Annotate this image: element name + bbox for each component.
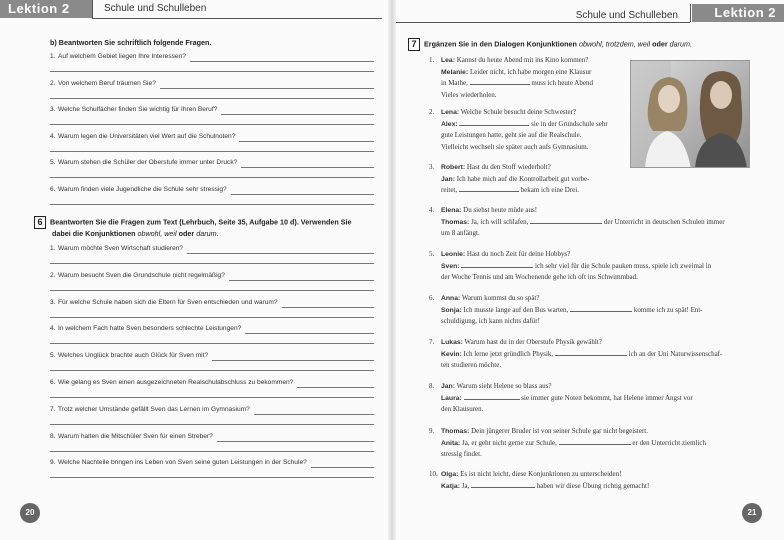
question-text: Warum möchte Sven Wirtschaft studieren? [58, 245, 184, 252]
answer-blank[interactable] [559, 438, 631, 445]
dialog-line: Ich lerne jetzt gründlich Physik, [463, 349, 554, 358]
question-item [50, 379, 293, 386]
answer-line[interactable] [50, 477, 374, 478]
dialog-line: muss ich heute Abend [531, 79, 593, 88]
dialog-number: 1. [429, 56, 435, 64]
exercise-number: 7 [408, 38, 420, 51]
answer-line[interactable] [160, 88, 374, 89]
speaker-name: Robert: [441, 164, 466, 171]
answer-blank[interactable] [530, 217, 602, 224]
dialog-line: schuldigung, ich kann nichts dafür! [441, 317, 540, 326]
answer-line[interactable] [50, 397, 374, 398]
question-text: Warum stehen die Schüler der Oberstufe immer unter Druck? [58, 159, 238, 166]
exercise-7-instruction: Ergänzen Sie in den Dialogen Konjunktionen [424, 39, 577, 49]
dialog-line: er den Unterricht ziemlich [632, 438, 707, 447]
question-item [50, 352, 208, 359]
dialog-line: Ja, er geht nicht gerne zur Schule, [462, 438, 557, 447]
conjunction-oder: oder [652, 39, 668, 49]
question-item [50, 53, 186, 60]
exercise-6-instruction-cont: dabei die Konjunktionen [52, 229, 136, 238]
dialog-number: 3. [429, 163, 435, 171]
running-title: Schule und Schulleben [104, 3, 207, 14]
question-text: Trotz welcher Umstände gefällt Sven das Lernen im Gymnasium? [58, 405, 250, 413]
dialog-item [429, 381, 753, 416]
answer-line[interactable] [50, 263, 374, 264]
dialog-number: 8. [429, 382, 435, 390]
answer-blank[interactable] [459, 185, 519, 192]
lektion-tab: Lektion 2 [692, 4, 784, 22]
answer-line[interactable] [297, 387, 374, 388]
speaker-name: Jan: [441, 383, 455, 390]
dialog-line: Warum sieht Helene so blass aus? [456, 382, 552, 390]
question-number: 5. [50, 352, 56, 360]
question-text: Warum legen die Universitäten viel Wert auf die Schulnoten? [58, 132, 236, 140]
answer-line[interactable] [50, 317, 374, 318]
page-number: 20 [20, 503, 40, 523]
dialog-number: 4. [429, 206, 435, 214]
speaker-name: Lena: [441, 109, 460, 116]
answer-line[interactable] [229, 280, 374, 281]
answer-line[interactable] [50, 370, 374, 371]
speaker-name: Alex: [441, 120, 458, 128]
speaker-name: Thomas: [441, 218, 470, 226]
question-number: 2. [50, 271, 56, 279]
speaker-name: Sonja: [441, 306, 462, 314]
dialog-line: der Woche Tennis und am Wochenende gehe ich oft ins Schwimmbad. [441, 273, 638, 282]
answer-blank[interactable] [470, 78, 530, 85]
dialog-line: Welche Schule besucht deine Schwester? [460, 108, 577, 116]
question-number: 1. [50, 245, 56, 252]
question-number: 9. [50, 459, 56, 467]
answer-line[interactable] [50, 451, 374, 452]
conjunction-oder: oder [178, 229, 195, 238]
dialog-item [429, 293, 753, 328]
question-item [50, 272, 225, 279]
exercise-6-title [34, 216, 374, 239]
question-item [50, 80, 156, 87]
answer-line[interactable] [231, 194, 374, 195]
answer-line[interactable] [241, 167, 374, 168]
speaker-name: Kevin: [441, 350, 462, 358]
dialog-number: 10. [429, 470, 438, 478]
answer-line[interactable] [187, 253, 374, 254]
dialog-number: 6. [429, 294, 435, 302]
question-item [50, 106, 217, 113]
dialog-line: den Klausuren. [441, 405, 484, 414]
dialog-line: um 8 anfängt. [441, 229, 480, 238]
question-item [50, 406, 250, 413]
question-text: Warum halten die Mitschüler Sven für einen Streber? [58, 432, 213, 440]
answer-line[interactable] [50, 204, 374, 205]
question-number: 6. [50, 185, 56, 193]
header-rule [92, 18, 382, 19]
question-number: 2. [50, 79, 56, 87]
speaker-name: Jan: [441, 175, 455, 183]
dialog-line: der Unterricht in deutschen Schulen immer [603, 217, 725, 226]
question-text: Welches Unglück brachte auch Glück für Sven mit? [58, 352, 209, 360]
question-text: Warum finden viele Jugendliche die Schule sehr stressig? [58, 185, 227, 193]
lektion-tab: Lektion 2 [0, 0, 92, 18]
question-text: Von welchem Beruf träumen Sie? [58, 79, 156, 87]
dialog-line: Warum kommst du so spät? [461, 294, 540, 302]
answer-line[interactable] [50, 98, 374, 99]
dialog-line: ich an der Uni Naturwissenschaf- [628, 349, 723, 358]
header-divider [690, 4, 691, 22]
answer-line[interactable] [50, 151, 374, 152]
speaker-name: Anna: [441, 295, 461, 302]
dialog-line: Ja, [461, 481, 470, 490]
question-number: 3. [50, 106, 56, 113]
question-item [50, 325, 241, 332]
question-text: Auf welchem Gebiet liegen Ihre Interessen? [58, 53, 186, 60]
page-number: 21 [742, 503, 762, 523]
section-b-title: b) Beantworten Sie schriftlich folgende Fragen. [50, 38, 212, 47]
dialog-number: 7. [429, 338, 435, 346]
exercise-6-instruction: Beantworten Sie die Fragen zum Text (Lehrbuch, Seite 35, Aufgabe 10 d). Verwenden Sie [50, 217, 352, 227]
answer-line[interactable] [311, 467, 374, 468]
question-text: Welche Schulfächer finden Sie wichtig für Ihren Beruf? [58, 106, 218, 113]
dialog-item [429, 249, 753, 284]
dialog-item [429, 426, 753, 461]
running-title: Schule und Schulleben [575, 10, 678, 21]
speaker-name: Katja: [441, 482, 460, 490]
speaker-name: Lea: [441, 57, 455, 64]
answer-line[interactable] [190, 61, 374, 62]
dialog-line: Ich musste lange auf den Bus warten, [463, 305, 569, 314]
dialog-line: bekam ich eine Drei. [520, 186, 579, 195]
dialog-line: Warum hast du in der Oberstufe Physik gewählt? [464, 338, 602, 346]
dialog-line: sie immer gute Noten bekommt, hat Helene immer Angst vor [521, 393, 693, 402]
dialog-item [429, 107, 621, 153]
dialog-line: haben wir diese Übung richtig gemacht! [536, 481, 650, 490]
answer-blank[interactable] [464, 393, 520, 400]
dialog-line: Du siehst heute müde aus! [463, 206, 538, 214]
answer-line[interactable] [217, 441, 374, 442]
answer-line[interactable] [221, 114, 374, 115]
question-item [50, 299, 278, 306]
header-divider [92, 0, 93, 18]
conjunction-darum: darum. [669, 39, 693, 49]
answer-line[interactable] [239, 141, 374, 142]
answer-line[interactable] [50, 177, 374, 178]
speaker-name: Leonie: [441, 251, 466, 258]
speaker-name: Sven: [441, 262, 460, 270]
question-item [50, 433, 213, 440]
answer-line[interactable] [282, 307, 374, 308]
answer-blank[interactable] [471, 481, 535, 488]
question-item [50, 459, 307, 466]
dialog-line: Hast du noch Zeit für deine Hobbys? [466, 250, 571, 258]
photo-illustration [631, 61, 750, 168]
dialog-line: in Mathe, [441, 79, 468, 88]
dialog-item [429, 205, 753, 240]
dialog-item [429, 337, 753, 372]
dialog-line: gute Leistungen hatte, geht sie auf die Realschule. [441, 131, 582, 140]
speaker-name: Elena: [441, 207, 462, 214]
answer-line[interactable] [50, 290, 374, 291]
speaker-name: Anita: [441, 439, 461, 447]
dialog-line: ich sehr viel für die Schule pauken muss, spiele ich zweimal in [535, 261, 712, 270]
question-text: Wie gelang es Sven einen ausgezeichneten Realschulabschluss zu bekommen? [58, 379, 294, 386]
question-number: 8. [50, 432, 56, 440]
answer-line[interactable] [50, 71, 374, 72]
question-text: Für welche Schule haben sich die Eltern für Sven entschieden und warum? [58, 298, 278, 306]
dialog-number: 2. [429, 108, 435, 116]
dialog-line: ten studieren möchte. [441, 361, 502, 370]
dialog-line: Hast du den Stoff wiederholt? [466, 163, 551, 171]
dialog-number: 9. [429, 427, 435, 435]
dialog-line: Ich habe mich auf die Kontrollarbeit gut vorbe- [456, 174, 590, 183]
dialog-line: Ja, ich will schlafen, [471, 217, 529, 226]
question-number: 1. [50, 53, 56, 60]
answer-blank[interactable] [570, 305, 632, 312]
dialog-line: Dein jüngerer Bruder ist von seiner Schule gar nicht begeistert. [471, 427, 648, 435]
dialog-item [429, 469, 753, 492]
speaker-name: Melanie: [441, 68, 469, 76]
dialog-line: Leider nicht, ich habe morgen eine Klausur [469, 67, 592, 76]
answer-blank[interactable] [461, 261, 533, 268]
question-number: 5. [50, 159, 56, 166]
question-number: 4. [50, 325, 56, 333]
dialog-line: reitet, [441, 186, 458, 195]
question-number: 4. [50, 132, 56, 140]
answer-line[interactable] [212, 360, 374, 361]
speaker-name: Thomas: [441, 428, 470, 435]
speaker-name: Olga: [441, 471, 459, 478]
conjunctions-list: obwohl, trotzdem, weil [578, 39, 651, 49]
dialog-line: Vielleicht wechselt sie später auch aufs Gymnasium. [441, 142, 589, 151]
answer-line[interactable] [50, 124, 374, 125]
question-item [50, 186, 227, 193]
answer-line[interactable] [50, 343, 374, 344]
answer-line[interactable] [50, 424, 374, 425]
speaker-name: Lukas: [441, 339, 463, 346]
question-number: 7. [50, 405, 56, 413]
dialog-line: sie in der Grundschule sehr [531, 119, 608, 128]
dialog-item [429, 162, 621, 197]
speaker-name: Laura: [441, 394, 462, 402]
question-number: 6. [50, 379, 56, 386]
answer-line[interactable] [245, 333, 374, 334]
question-text: Welche Nachteile bringen ins Leben von Sven seine guten Leistungen in der Schule? [58, 459, 307, 467]
exercise-number: 6 [34, 216, 46, 229]
photo-two-girls [630, 60, 750, 168]
dialog-number: 5. [429, 250, 435, 258]
question-number: 3. [50, 298, 56, 306]
dialog-line: Vieles wiederholen. [441, 90, 497, 99]
header-rule [396, 22, 690, 23]
answer-blank[interactable] [459, 119, 529, 126]
question-item [50, 133, 235, 140]
dialog-line: Es ist nicht leicht, diese Konjunktionen zu unterscheiden! [460, 470, 622, 478]
answer-blank[interactable] [555, 349, 627, 356]
exercise-7-title [408, 38, 692, 51]
answer-line[interactable] [254, 414, 374, 415]
conjunction-darum: darum. [196, 229, 219, 238]
dialog-item [429, 55, 621, 101]
dialog-line: stressig findet. [441, 450, 482, 459]
dialog-line: Kannst du heute Abend mit ins Kino kommen? [456, 56, 589, 64]
question-text: Warum besucht Sven die Grundschule nicht regelmäßig? [58, 271, 225, 279]
question-item [50, 245, 183, 252]
question-item [50, 159, 237, 166]
question-text: In welchem Fach hatte Sven besonders schlechte Leistungen? [58, 325, 242, 333]
conjunctions-list: obwohl, weil [137, 229, 177, 238]
dialog-line: komme ich zu spät! Ent- [633, 305, 703, 314]
